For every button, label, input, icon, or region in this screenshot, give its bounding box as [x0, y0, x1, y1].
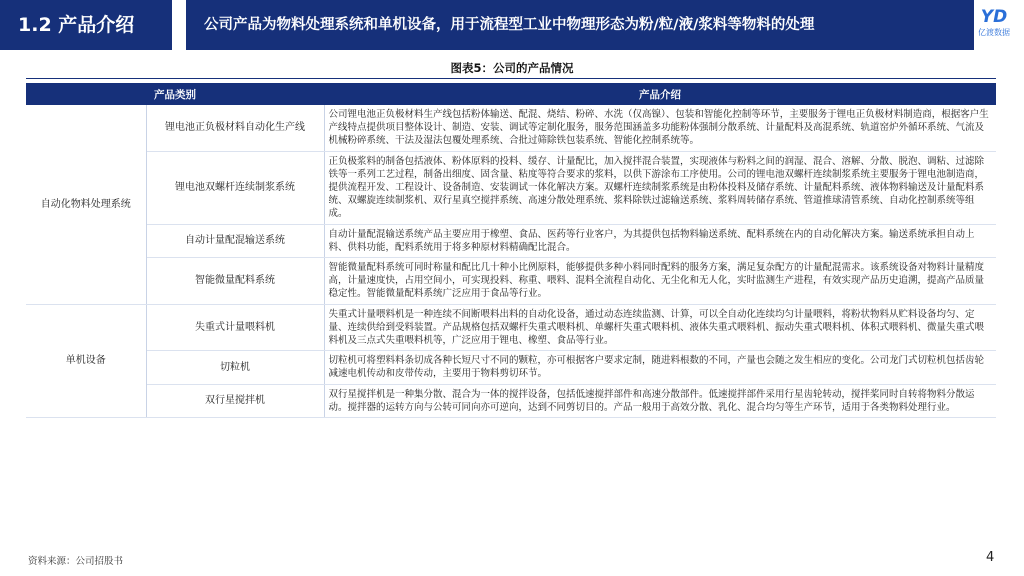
section-title: 1.2 产品介绍	[0, 0, 172, 50]
product-description: 智能微量配料系统可同时称量和配比几十种小比例原料，能够提供多种小料同时配料的服务方案，满足复杂配方的计量配混需求。该系统设备对物料计量精度高，计量速度快，占用空间小，可实现投料、称重、喂料、混料全流程自动化、无尘化和无人化，实时监测生产进程，有效实现产品历史追溯，提高产品质量稳定性。智能微量配料系统广泛应用于食品等行业。	[324, 258, 996, 305]
header	[0, 0, 1024, 50]
caption-divider	[26, 78, 996, 79]
source-note: 资料来源：公司招股书	[28, 556, 124, 567]
figure-caption: 图表5：公司的产品情况	[450, 61, 574, 75]
product-description: 公司锂电池正负极材料生产线包括粉体输送、配混、烧结、粉碎、水洗（仅高镍）、包装和智能化控制等环节，主要服务于锂电正负极材料制造商，根据客户生产线特点提供项目整体设计、制造、安装、调试等定制化服务，服务范围涵盖多功能粉体强制分散系统、计量配料及高混系统、轨道窑炉外循环系统、气流及机械粉碎系统、干法及湿法包覆处理系统、合批过筛除铁包装系统、智能化控制系统等。	[324, 105, 996, 151]
header-intro: 产品介绍	[324, 83, 996, 105]
product-name: 自动计量配混输送系统	[146, 224, 324, 257]
table-row	[26, 105, 996, 151]
header-gap	[172, 0, 186, 50]
table-row	[26, 351, 996, 384]
product-name: 双行星搅拌机	[146, 384, 324, 417]
table-row	[26, 151, 996, 224]
product-name: 切粒机	[146, 351, 324, 384]
product-description: 失重式计量喂料机是一种连续不间断喂料出料的自动化设备，通过动态连续监测、计算，可以全自动化连续均匀计量喂料，将粉状物料从贮料设备均匀、定量、连续供给到受料装置。产品规格包括双螺杆失重式喂料机、单螺杆失重式喂料机、液体失重式喂料机、振动失重式喂料机、体积式喂料机、微量失重式喂料机及三点式失重喂料机等，广泛应用于锂电、橡塑、食品等行业。	[324, 304, 996, 351]
slide-title: 公司产品为物料处理系统和单机设备，用于流程型工业中物理形态为粉/粒/液/浆料等物料的处理	[186, 0, 974, 50]
product-description: 双行星搅拌机是一种集分散、混合为一体的搅拌设备，包括低速搅拌部件和高速分散部件。低速搅拌部件采用行星齿轮转动，搅拌桨同时自转将物料分散运动。搅拌器的运转方向与公转可同向亦可逆向，达到不同剪切目的。产品一般用于高效分散、乳化、混合均匀等生产环节，适用于各类物料处理行业。	[324, 384, 996, 417]
table-row	[26, 384, 996, 417]
logo-mark: YD	[980, 7, 1008, 27]
table-header-row	[26, 83, 996, 105]
table-row	[26, 304, 996, 351]
category-cell: 自动化物料处理系统	[26, 105, 146, 304]
product-description: 自动计量配混输送系统产品主要应用于橡塑、食品、医药等行业客户，为其提供包括物料输送系统、配料系统在内的自动化解决方案。输送系统承担自动上料、供料功能，配料系统用于将多种原材料精确配比混合。	[324, 224, 996, 257]
product-name: 失重式计量喂料机	[146, 304, 324, 351]
product-description: 正负极浆料的制备包括液体、粉体原料的投料、缓存、计量配比，加入搅拌混合装置，实现液体与粉料之间的润湿、混合、溶解、分散、脱泡、调粘、过滤除铁等一系列工艺过程，制备出细度、固含量、粘度等符合要求的浆料，以供下游涂布工序使用。公司的锂电池双螺杆连续制浆系统主要服务于锂电池制造商，提供流程开发、工程设计、设备制造、安装调试一体化解决方案。双螺杆连续制浆系统是由粉体投料及储存系统、计量配料系统、液体物料输送及计量配料系统、双螺旋连续制浆机、双行星真空搅拌系统、高速分散处理系统、浆料除铁过滤输送系统、浆料周转储存系统、管道推球清管系统、自动化控制系统等组成。	[324, 151, 996, 224]
product-table	[26, 83, 996, 418]
product-name: 智能微量配料系统	[146, 258, 324, 305]
product-description: 切粒机可将塑料料条切成各种长短尺寸不同的颗粒，亦可根据客户要求定制，随进料根数的不同，产量也会随之发生相应的变化。公司龙门式切粒机包括齿轮减速电机传动和皮带传动，主要用于物料剪切环节。	[324, 351, 996, 384]
table-row	[26, 258, 996, 305]
header-category: 产品类别	[26, 83, 324, 105]
page-number: 4	[986, 550, 995, 565]
product-name: 锂电池正负极材料自动化生产线	[146, 105, 324, 151]
category-cell: 单机设备	[26, 304, 146, 417]
product-name: 锂电池双螺杆连续制浆系统	[146, 151, 324, 224]
logo-text: 亿渡数据	[978, 28, 1010, 37]
company-logo	[972, 6, 1016, 46]
table-row	[26, 224, 996, 257]
